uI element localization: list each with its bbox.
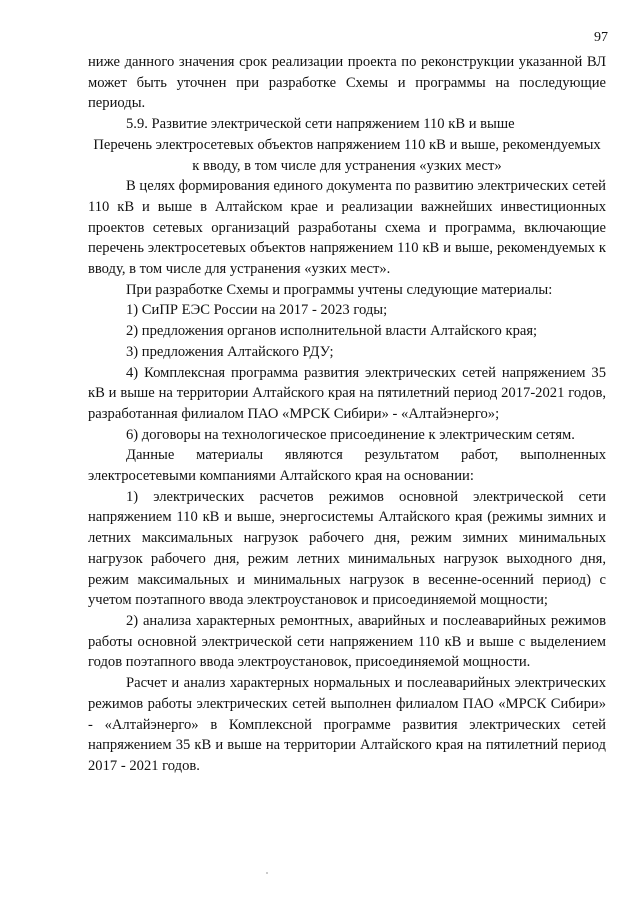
list-item: 2) анализа характерных ремонтных, аварийных и послеаварийных режимов работы основной электрической сети напряжением 110 кВ и выше с выделением годов поэтапного ввода электроустановок, присоединяемой мощности. xyxy=(88,612,606,671)
list-item: 3) предложения Алтайского РДУ; xyxy=(126,343,334,360)
paragraph: При разработке Схемы и программы учтены следующие материалы: xyxy=(126,281,553,298)
list-item: 1) электрических расчетов режимов основной электрической сети напряжением 110 кВ и выше, энергосистемы Алтайского края (режимы зимних и летних максимальных нагрузок рабочего дня, режим зимних минимальных нагрузок рабочего дня, режим летних минимальных нагрузок выходного дня, режим максимальных и минимальных нагрузок в весенне-осенний период) с учетом поэтапного ввода электроустановок и присоединяемой мощности; xyxy=(88,488,606,609)
list-item: 1) СиПР ЕЭС России на 2017 - 2023 годы; xyxy=(126,302,388,319)
paragraph: Расчет и анализ характерных нормальных и послеаварийных электрических режимов работы электрических сетей выполнен филиалом ПАО «МРСК Сибири» - «Алтайэнерго» в Комплексной программе развития электрических сетей напряжением 35 кВ и выше на территории Алтайского края на пятилетний период 2017 - 2021 годов. xyxy=(88,675,606,774)
list-item: 6) договоры на технологическое присоединение к электрическим сетям. xyxy=(126,426,575,443)
document-body xyxy=(88,52,606,777)
scan-speck xyxy=(266,872,268,874)
paragraph: В целях формирования единого документа по развитию электрических сетей 110 кВ и выше в Алтайском крае и реализации важнейших инвестиционных проектов сетевых организаций разработаны схема и программа, включающие перечень электросетевых объектов напряжением 110 кВ и выше, рекомендуемых к вводу, в том числе для устранения «узких мест». xyxy=(88,178,606,278)
paragraph: ниже данного значения срок реализации проекта по реконструкции указанной ВЛ может быть уточнен при разработке Схемы и программы на последующие периоды. xyxy=(88,54,606,112)
paragraph: Данные материалы являются результатом работ, выполненных электросетевыми компаниями Алтайского края на основании: xyxy=(88,447,606,485)
page-number: 97 xyxy=(594,30,608,45)
list-item: 4) Комплексная программа развития электрических сетей напряжением 35 кВ и выше на территории Алтайского края на пятилетний период 2017-2021 годов, разработанная филиалом ПАО «МРСК Сибири» - «Алтайэнерго»; xyxy=(88,364,606,422)
list-item: 2) предложения органов исполнительной власти Алтайского края; xyxy=(126,323,538,340)
section-heading: 5.9. Развитие электрической сети напряжением 110 кВ и выше xyxy=(126,116,515,133)
subsection-title: Перечень электросетевых объектов напряжением 110 кВ и выше, рекомендуемых к вводу, в том числе для устранения «узких мест» xyxy=(93,136,601,174)
